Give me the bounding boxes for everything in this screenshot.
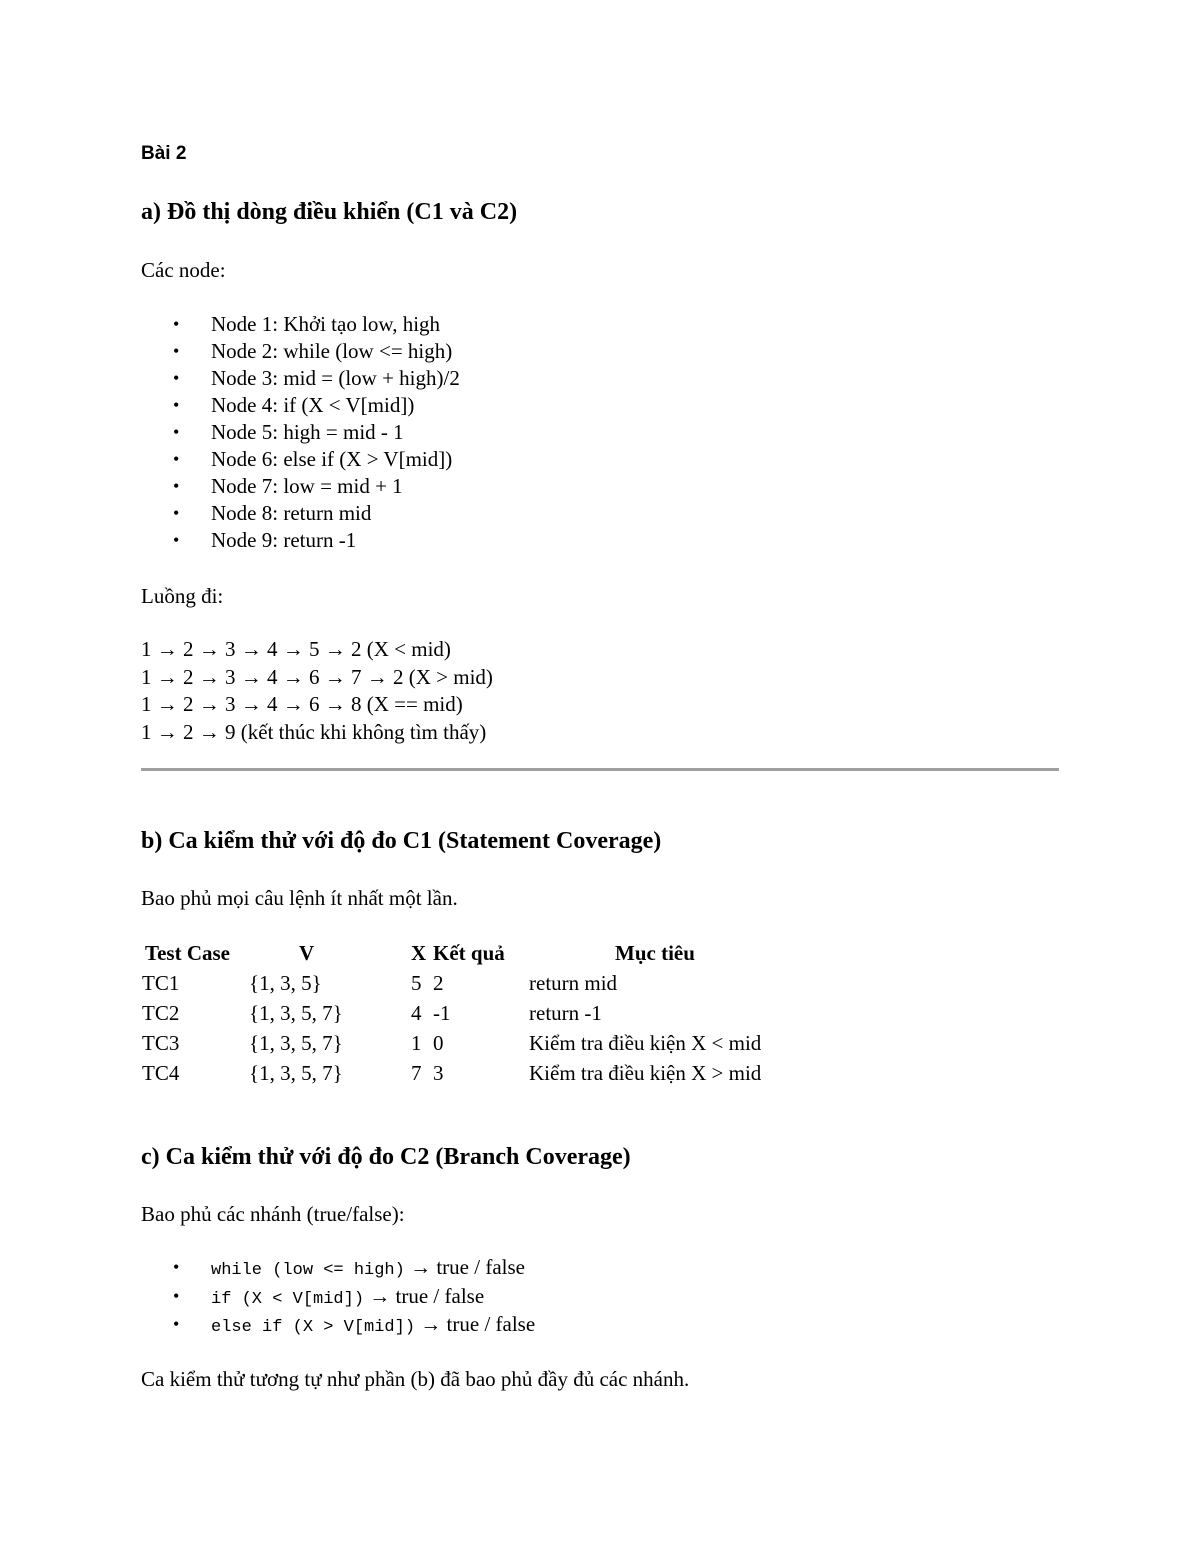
table-cell: 2 [433, 970, 444, 995]
list-item: • Node 7: low = mid + 1 [173, 474, 403, 498]
bullet-icon: • [173, 422, 180, 442]
bullet-icon: • [173, 476, 180, 496]
bullet-icon: • [173, 368, 180, 388]
bullet-icon: • [173, 1314, 180, 1334]
table-cell: Kiểm tra điều kiện X > mid [529, 1060, 762, 1085]
table-header-row [141, 938, 761, 968]
node-list [173, 311, 460, 554]
section-c-conclusion: Ca kiểm thử tương tự như phần (b) đã bao phủ đầy đủ các nhánh. [141, 1367, 690, 1391]
column-header-result: Kết quả [433, 940, 505, 965]
section-a-title: a) Đồ thị dòng điều khiển (C1 và C2) [141, 199, 518, 225]
list-item: • Node 3: mid = (low + high)/2 [173, 366, 460, 390]
list-item: • Node 4: if (X < V[mid]) [173, 393, 415, 417]
table-row [141, 968, 761, 998]
bullet-icon: • [173, 1285, 180, 1306]
table-cell: TC4 [142, 1060, 180, 1085]
bullet-icon: • [173, 341, 180, 361]
list-item: • Node 6: else if (X > V[mid]) [173, 447, 453, 471]
table-cell: {1, 3, 5} [249, 970, 322, 995]
list-item: • if (X < V[mid]) → true / false [173, 1283, 485, 1309]
flow-line: 1 → 2 → 3 → 4 → 6 → 7 → 2 (X > mid) [141, 664, 493, 689]
code-snippet: if (X < V[mid]) [211, 1289, 365, 1309]
table-cell: Kiểm tra điều kiện X < mid [529, 1030, 762, 1055]
page-heading: Bài 2 [141, 143, 187, 164]
table-cell: -1 [433, 1000, 451, 1025]
bullet-icon: • [173, 530, 180, 550]
section-b-description: Bao phủ mọi câu lệnh ít nhất một lần. [141, 886, 458, 910]
table-cell: 4 [411, 1000, 422, 1025]
section-b-title: b) Ca kiểm thử với độ đo C1 (Statement Coverage) [141, 828, 662, 854]
table-cell: {1, 3, 5, 7} [249, 1030, 343, 1055]
table-row [141, 1028, 761, 1058]
table-cell: 0 [433, 1030, 444, 1055]
flow-line: 1 → 2 → 3 → 4 → 5 → 2 (X < mid) [141, 637, 451, 661]
horizontal-divider [141, 768, 1059, 771]
column-header-test-case: Test Case [145, 940, 230, 965]
table-cell: {1, 3, 5, 7} [249, 1000, 343, 1025]
code-snippet: while (low <= high) [211, 1261, 405, 1280]
flow-line: 1 → 2 → 3 → 4 → 6 → 8 (X == mid) [141, 692, 463, 716]
column-header-v: V [299, 940, 315, 965]
column-header-goal: Mục tiêu [615, 940, 695, 965]
table-cell: TC2 [142, 1000, 180, 1025]
bullet-icon: • [173, 1257, 180, 1277]
table-cell: 5 [411, 970, 422, 995]
table-cell: 1 [411, 1030, 422, 1055]
table-cell: TC3 [142, 1030, 180, 1055]
code-snippet: else if (X > V[mid]) [211, 1318, 416, 1337]
table-row [141, 1058, 761, 1088]
table-cell: return mid [529, 970, 618, 995]
list-item: • Node 5: high = mid - 1 [173, 420, 404, 444]
branch-list [173, 1254, 536, 1340]
table-cell: 7 [411, 1060, 422, 1085]
column-header-x: X [411, 940, 427, 965]
flow-line: 1 → 2 → 9 (kết thúc khi không tìm thấy) [141, 719, 487, 744]
bullet-icon: • [173, 395, 180, 415]
list-item: • Node 1: Khởi tạo low, high [173, 312, 441, 336]
bullet-icon: • [173, 503, 180, 523]
bullet-icon: • [173, 314, 180, 334]
list-item: • else if (X > V[mid]) → true / false [173, 1312, 536, 1337]
list-item: • Node 8: return mid [173, 501, 372, 525]
flow-list [141, 636, 493, 746]
list-item: • Node 2: while (low <= high) [173, 339, 453, 363]
nodes-label: Các node: [141, 258, 226, 282]
table-cell: TC1 [142, 970, 180, 995]
section-c-description: Bao phủ các nhánh (true/false): [141, 1202, 405, 1226]
flow-label: Luồng đi: [141, 584, 224, 608]
table-cell: {1, 3, 5, 7} [249, 1060, 343, 1085]
test-case-table [141, 938, 761, 1088]
table-row [141, 998, 761, 1028]
table-cell: return -1 [529, 1000, 602, 1025]
list-item: • while (low <= high) → true / false [173, 1255, 525, 1280]
section-c-title: c) Ca kiểm thử với độ đo C2 (Branch Coverage) [141, 1144, 631, 1170]
list-item: • Node 9: return -1 [173, 528, 357, 552]
table-cell: 3 [433, 1060, 444, 1085]
bullet-icon: • [173, 449, 180, 469]
